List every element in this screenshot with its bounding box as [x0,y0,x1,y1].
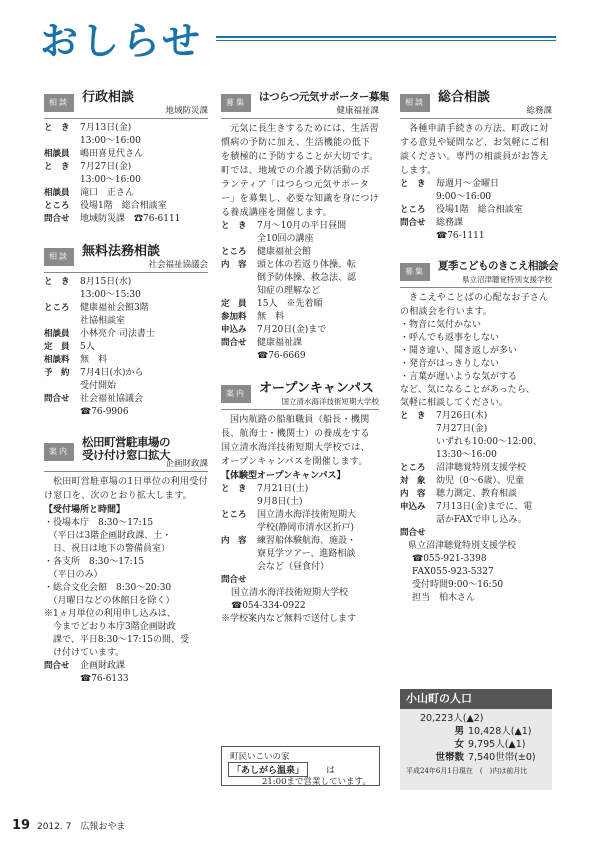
section-header [44,433,208,472]
section-header [400,88,552,119]
text-line: 日、祝日は地下の警備員室） [44,544,171,554]
row-label: 内 容 [400,489,426,499]
detail-row [400,410,552,423]
row-label: 予 約 [44,368,70,378]
row-label: 定 員 [44,342,70,352]
row-value: 地域防災課 ☎76-6111 [80,214,181,224]
row-label: 相談料 [44,355,70,365]
detail-rows [221,483,379,587]
detail-row [221,522,379,535]
row-value: 9:00～16:00 [436,192,492,202]
section-title: 総合相談 [438,90,491,105]
population-label: 世帯数 [435,752,464,763]
title-rule [216,36,556,38]
row-value: 全10回の講座 [257,234,314,244]
row-value: 7月27日(金) [80,162,132,172]
detail-row [400,436,552,449]
detail-row [400,475,552,488]
row-label: と き [221,484,247,494]
section-sogo-soudan [400,88,552,243]
row-label [221,233,257,246]
row-value: 企画財政課 [80,661,126,671]
detail-row [221,535,379,548]
row-label: と き [44,277,70,287]
detail-row [44,660,208,673]
row-value: 滝口 正さん [80,188,135,198]
column-middle [221,88,389,636]
row-value: 頭と体の若返り体操、転 [257,260,357,270]
row-value: 寮見学ツアー、進路相談 [257,549,356,559]
notice-line: は [326,766,336,776]
section-title: 夏季こどものきこえ相談会 [438,260,558,272]
population-row [400,725,552,738]
section-dept: 県立沼津聴覚特別支援学校 [462,275,552,284]
detail-row [221,324,379,337]
row-value [257,574,379,587]
detail-row [400,462,552,475]
contact-line: 国立清水海洋技術短期大学校 [231,588,349,598]
section-title-line1: 松田町営駐車場の [82,435,170,449]
detail-row [44,393,208,406]
page-title: おしらせ [40,19,203,63]
contact-line: ☎054-334-0922 [231,601,306,611]
row-value: 7月21日(土) [257,484,309,494]
row-label: 相談員 [44,149,70,159]
category-tag: 案内 [221,385,251,403]
contact-lines [400,540,552,605]
text-line: など、気になることがあったら、 [400,385,535,395]
category-tag: 募集 [221,94,251,112]
population-row [400,738,552,751]
row-label [44,673,80,686]
row-label: ところ [400,205,426,215]
population-total-row [400,712,552,725]
category-tag: 相談 [400,94,430,112]
row-label: ところ [400,463,426,473]
detail-row [44,341,208,354]
row-label [221,350,257,363]
onsen-notice-box [221,746,380,786]
detail-row [44,174,208,187]
section-dept: 総務課 [526,106,552,116]
detail-row [221,496,379,509]
text-line: （平日のみ） [44,570,103,580]
row-value: 健康福祉課 [257,338,303,348]
row-label [400,230,436,243]
detail-row [44,122,208,135]
row-label: 相談員 [44,188,70,198]
detail-rows [400,410,552,540]
section-header [400,257,558,288]
section-title-line2: 受け付け窓口拡大 [82,448,170,462]
row-value: 7月13日(金) [80,123,132,133]
detail-row [221,483,379,496]
section-parking-counter [44,433,208,686]
detail-row [400,488,552,501]
row-value: 小林亮介 司法書士 [80,329,155,339]
detail-row [44,406,208,419]
detail-row [221,561,379,574]
section-paragraph: きこえやことばの心配なお子さんの相談会を行います。 [400,293,549,317]
row-value: 7月27日(金) [436,424,488,434]
detail-row [400,217,552,230]
detail-row [400,178,552,191]
row-value: 無 料 [257,312,285,322]
row-label [400,436,436,449]
page-footer [12,818,125,833]
detail-row [221,337,379,350]
detail-row [221,548,379,561]
detail-rows [221,220,379,363]
population-row [400,751,552,764]
row-value: 9月8日(土) [257,497,303,507]
detail-row [400,514,552,527]
section-subheading: 【体験型オープンキャンパス】 [221,471,346,481]
row-value: 健康福祉会館 [257,247,312,257]
row-value: 13:30～16:00 [436,450,497,460]
section-header [221,379,379,410]
section-supporter-recruit [221,88,389,363]
row-value: 13:00～15:30 [80,290,141,300]
row-value: 練習船体験航海、施設・ [257,536,357,546]
detail-row [400,527,552,540]
text-line: ・聞き違い、聞き返しが多い [400,346,518,356]
section-dept: 地域防災課 [165,106,208,116]
row-label: と き [44,123,70,133]
row-value: 15人 ※先着順 [257,299,323,309]
detail-row [221,285,379,298]
text-line: ・発音がはっきりしない [400,359,500,369]
text-line: （月曜日などの休館日を除く） [44,596,175,606]
row-value: 8月15日(水) [80,277,132,287]
detail-rows [400,178,552,243]
contact-line: FAX055-923-5327 [412,567,494,577]
detail-row [44,161,208,174]
detail-row [44,315,208,328]
row-value: 7月4日(水)から [80,368,144,378]
section-kikoe-soudan [400,257,558,605]
notice-line: 21:00まで営業しています。 [262,777,371,787]
notice-line: 町民いこいの家 [230,752,290,762]
row-label: 問合せ [221,338,247,348]
row-label: 問合せ [44,214,70,224]
section-gyosei-soudan [44,88,208,226]
detail-row [44,135,208,148]
row-label [44,289,80,302]
bullet-lines [44,517,208,660]
detail-row [221,311,379,324]
title-rule-thin [216,40,556,41]
detail-row [44,328,208,341]
row-label [44,135,80,148]
detail-row [221,574,379,587]
category-tag: 募集 [400,263,430,281]
detail-row [44,354,208,367]
row-value: 5人 [80,342,95,352]
row-label: 定 員 [221,299,247,309]
row-value: 国立清水海洋技術短期大 [257,510,357,520]
population-box [400,689,552,790]
row-value: ☎76-9906 [80,407,129,417]
row-label [221,548,257,561]
detail-row [44,380,208,393]
row-label [221,522,257,535]
row-label: 対 象 [400,476,426,486]
detail-rows [44,122,208,226]
row-label [400,191,436,204]
row-value: 沼津聴覚特別支援学校 [436,463,527,473]
row-label: ところ [221,510,247,520]
population-value: 7,540世帯(±0) [468,752,536,763]
row-label: 問合せ [44,661,70,671]
detail-rows [44,660,208,686]
population-label: 男 [454,726,464,737]
row-label [221,272,257,285]
section-title: はつらつ元気サポーター募集 [259,91,389,103]
row-value: 総務課 [436,218,464,228]
detail-row [400,423,552,436]
row-value: 幼児（0～6歳）、児童 [436,476,524,486]
row-value: 7月26日(木) [436,411,488,421]
population-note: 平成24年6月1日現在 ( )内は前月比 [406,767,528,775]
text-line: ・物音に気付かない [400,320,482,330]
row-value: 無 料 [80,355,108,365]
detail-row [44,289,208,302]
section-paragraph: 国内航路の船舶職員（船長・機関長、航海士・機関士）の養成をする国立清水海洋技術短期大学校では、オープンキャンパスを開催します。 [221,415,370,467]
row-value: 受付開始 [80,381,117,391]
row-label: 申込み [221,325,247,335]
text-line: ・呼んでも返事をしない [400,333,500,343]
row-label [44,380,80,393]
population-label: 女 [454,739,464,750]
category-tag: 相談 [44,248,74,266]
row-value: 役場1階 総合相談室 [80,201,167,211]
row-label [221,285,257,298]
row-label [400,449,436,462]
row-value: ☎76-6133 [80,674,129,684]
row-value: ☎76-1111 [436,231,485,241]
row-value: 知症の理解など [257,286,321,296]
row-value: 役場1階 総合相談室 [436,205,523,215]
row-value: 社協相談室 [80,316,126,326]
section-paragraph: 松田町営駐車場の1日単位の利用受付け窓口を、次のとおり拡大します。 [44,477,208,501]
detail-row [221,272,379,285]
section-header [44,242,208,273]
row-value: 倒予防体操、救急法、認 [257,273,357,283]
section-header [221,88,389,119]
row-label: 問合せ [400,218,426,228]
detail-row [44,276,208,289]
row-label: 問合せ [400,528,426,538]
detail-row [44,187,208,200]
detail-row [221,509,379,522]
contact-line: ☎055-921-3398 [412,554,487,564]
section-paragraph: 各種申請手続きの方法、町政に対する意見や疑問など、お気軽にご相談ください。専門の相談員がお答えします。 [400,124,549,176]
row-value: 会など（昼食付） [257,562,330,572]
row-value [436,527,552,540]
section-open-campus [221,379,379,626]
population-value: 10,428人(▲1) [468,726,532,737]
text-line: 今までどおり本庁3階企画財政 [44,622,176,632]
detail-row [44,148,208,161]
detail-row [400,501,552,514]
row-value: 13:00～16:00 [80,136,141,146]
row-label [44,406,80,419]
text-line: ・各支所 8:30～17:15 [44,557,145,567]
row-label [221,561,257,574]
row-label: ところ [221,247,247,257]
detail-row [400,230,552,243]
text-line: ・言葉が遅いような気がする [400,372,518,382]
detail-row [221,233,379,246]
section-paragraph: 元気に長生きするためには、生活習慣病の予防に加え、生活機能の低下を積極的に予防することが大切です。町では、地域での介護予防活動のボランティア「はつらつ元気サポーター」を募集し、必要な知識を身につける養成講座を開催します。 [221,124,379,218]
page-number: 19 [12,818,31,833]
detail-row [44,302,208,315]
section-title: 無料法務相談 [82,244,161,259]
contact-line: 担当 柏木さん [412,593,476,603]
row-value: 話かFAXで申し込み。 [436,515,527,525]
text-line: （平日は3階企画財政課、土・ [44,531,172,541]
row-value: ☎76-6669 [257,351,306,361]
row-label: と き [44,162,70,172]
row-label: 内 容 [221,260,247,270]
row-label: 問合せ [221,575,247,585]
section-dept: 国立清水海洋技術短期大学校 [281,397,379,406]
row-label: 申込み [400,502,426,512]
row-label: と き [400,411,426,421]
section-title: オープンキャンパス [259,381,374,396]
row-label: 参加料 [221,312,247,322]
section-dept: 社会福祉協議会 [148,260,208,270]
row-label: と き [400,179,426,189]
row-value: 聴力測定、教育相談 [436,489,518,499]
section-header [44,88,208,119]
row-label: 相談員 [44,329,70,339]
detail-row [221,259,379,272]
text-line: ※1ヵ月単位の利用申し込みは、 [44,609,176,619]
category-tag: 相談 [44,94,74,112]
row-value: 社会福祉協議会 [80,394,144,404]
row-label [44,174,80,187]
text-line: 課で、平日8:30～17:15の間、受 [44,635,189,645]
row-value: 毎週月～金曜日 [436,179,500,189]
contact-line: 県立沼津聴覚特別支援学校 [408,541,517,551]
row-label: と き [221,221,247,231]
text-line: け付けています。 [44,648,125,658]
row-value: 学校(静岡市清水区折戸) [257,523,355,533]
population-total: 20,223人(▲2) [420,713,484,724]
row-value: 嶋田喜見代さん [80,149,144,159]
category-tag: 案内 [44,443,74,461]
detail-row [400,204,552,217]
detail-row [221,298,379,311]
contact-line: 受付時間9:00～16:50 [412,580,504,590]
row-label: ところ [44,201,70,211]
row-value: 13:00～16:00 [80,175,141,185]
text-line: ・役場本庁 8:30～17:15 [44,518,154,528]
detail-row [221,246,379,259]
contact-line: ※学校案内など無料で送付します [221,614,357,624]
row-label [400,514,436,527]
row-label: ところ [44,303,70,313]
row-label [44,315,80,328]
section-dept: 企画財政課 [165,459,208,469]
detail-row [221,350,379,363]
population-value: 9,795人(▲1) [468,739,526,750]
detail-row [400,191,552,204]
section-dept: 健康福祉課 [336,106,379,116]
row-label [221,496,257,509]
detail-row [44,367,208,380]
detail-row [44,213,208,226]
section-muryo-homu-soudan [44,242,208,419]
section-subheading: 【受付場所と時間】 [44,505,126,515]
row-value: 7月～10月の平日昼間 [257,221,347,231]
contact-lines [221,587,379,626]
detail-row [400,449,552,462]
row-value: いずれも10:00～12:00、 [436,437,542,447]
text-line: 気軽に相談してください。 [400,398,509,408]
notice-onsen-name: 「あしがら温泉」 [228,762,308,777]
section-title: 行政相談 [82,90,135,105]
detail-row [221,220,379,233]
population-title: 小山町の人口 [400,689,552,709]
detail-rows [44,276,208,419]
bullet-lines [400,319,552,410]
row-value: 7月20日(金)まで [257,325,327,335]
issue-label: 2012. 7 広報おやま [36,822,126,832]
column-right [400,88,558,615]
column-left [44,88,208,696]
row-label [400,423,436,436]
text-line: ・総合文化会館 8:30～20:30 [44,583,172,593]
detail-row [44,200,208,213]
detail-row [44,673,208,686]
row-label: 問合せ [44,394,70,404]
row-value: 7月13日(金)までに、電 [436,502,533,512]
row-value: 健康福祉会館3階 [80,303,149,313]
row-label: 内 容 [221,536,247,546]
